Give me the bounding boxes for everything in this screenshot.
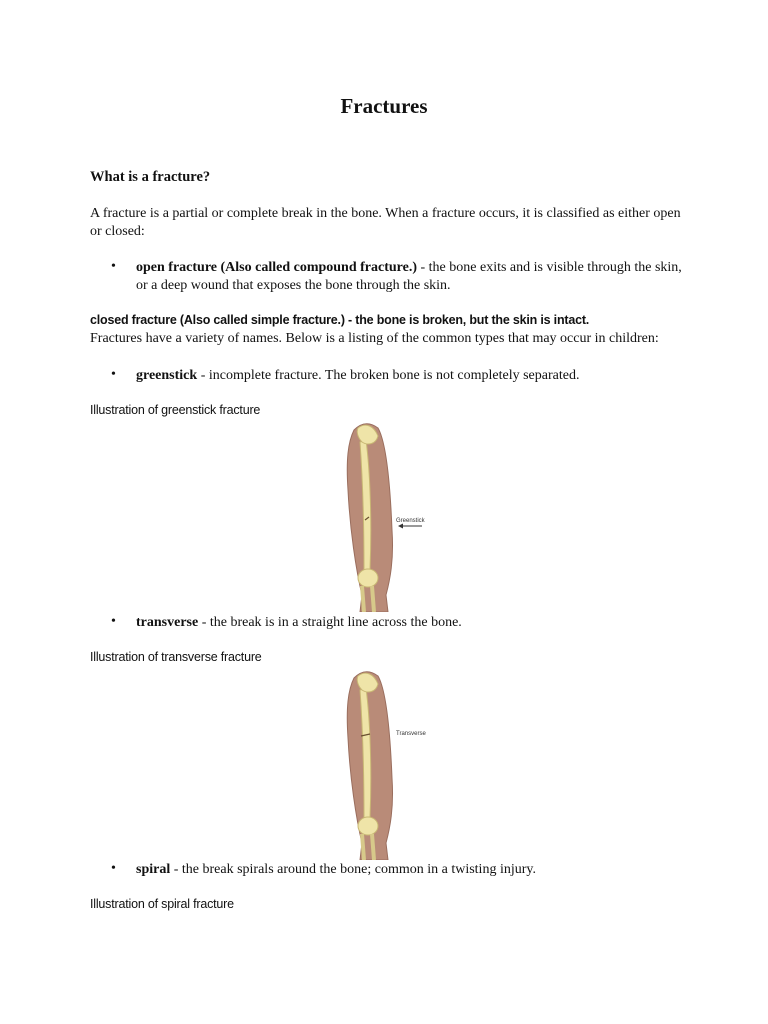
list-item-greenstick [136, 367, 696, 385]
intro-paragraph: A fracture is a partial or complete break in the bone. When a fracture occurs, it is classified as either open or closed: [90, 206, 681, 239]
term-greenstick: greenstick [136, 368, 198, 383]
term-open-fracture: open fracture (Also called compound fracture.) [136, 260, 417, 275]
figure-label-greenstick: Greenstick [396, 518, 425, 524]
list-item-spiral [136, 861, 696, 879]
greenstick-illustration [340, 420, 440, 612]
figure-label-transverse: Transverse [396, 731, 426, 737]
bullet-dot: • [111, 861, 116, 876]
desc-transverse: - the break is in a straight line across the bone. [198, 615, 462, 630]
list-item-open-fracture [136, 259, 696, 295]
caption-transverse: Illustration of transverse fracture [90, 650, 262, 664]
list-item-transverse [136, 614, 696, 632]
arrow-head [398, 524, 403, 529]
caption-spiral: Illustration of spiral fracture [90, 897, 234, 911]
bone-joint [358, 817, 378, 835]
desc-spiral: - the break spirals around the bone; common in a twisting injury. [170, 862, 536, 877]
bullet-dot: • [111, 259, 116, 274]
bullet-dot: • [111, 367, 116, 382]
transverse-illustration [340, 668, 440, 860]
bullet-dot: • [111, 614, 116, 629]
names-paragraph: Fractures have a variety of names. Below is a listing of the common types that may occur in children: [90, 331, 659, 346]
desc-greenstick: - incomplete fracture. The broken bone is not completely separated. [197, 368, 580, 383]
page-title: Fractures [340, 94, 428, 118]
closed-fracture-line: closed fracture (Also called simple fracture.) - the bone is broken, but the skin is intact. [90, 313, 590, 327]
bone-joint [358, 569, 378, 587]
caption-greenstick: Illustration of greenstick fracture [90, 403, 261, 417]
desc-open-fracture: - the bone exits and is visible through the skin, or a deep wound that exposes the bone through the skin. [136, 260, 682, 293]
term-spiral: spiral [136, 862, 171, 877]
term-transverse: transverse [136, 615, 199, 630]
section-heading: What is a fracture? [90, 169, 211, 185]
